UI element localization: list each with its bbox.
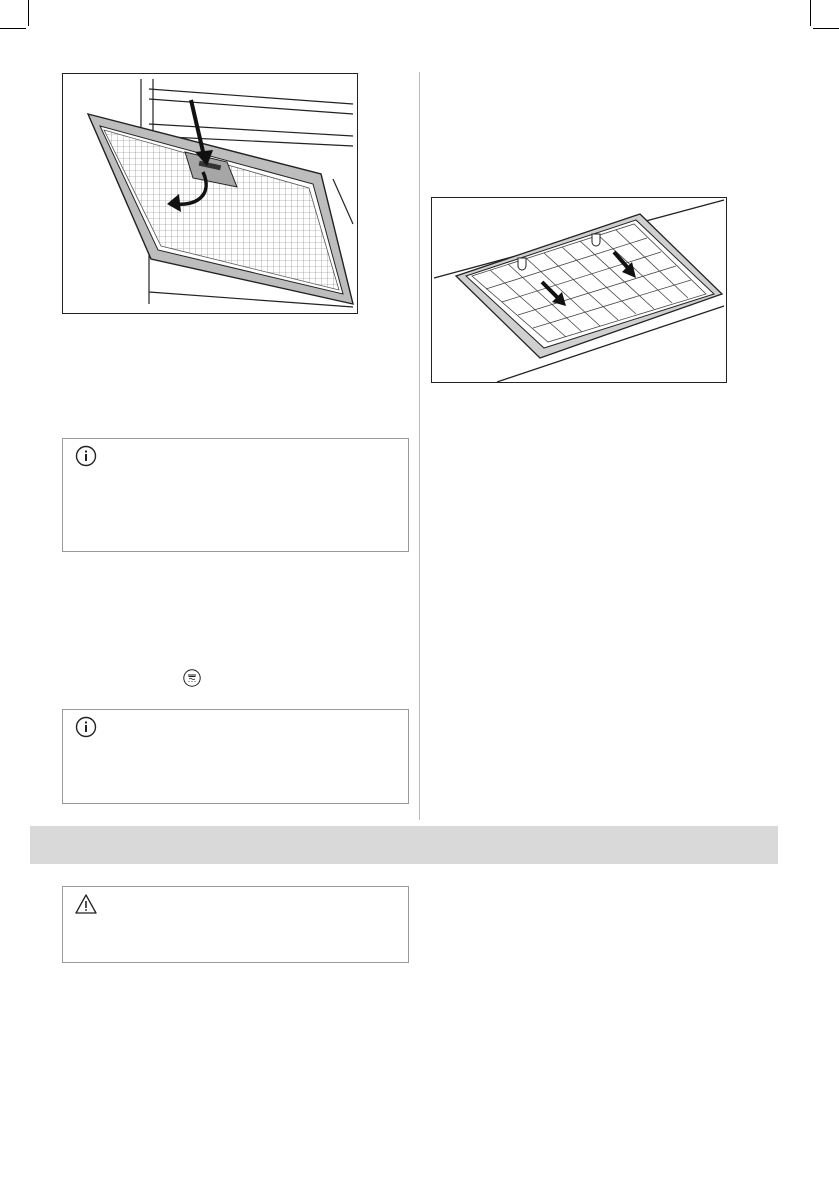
info-notice-1 [62, 438, 409, 552]
figure-filter-installation [431, 197, 727, 383]
warning-triangle-icon [75, 893, 97, 915]
section-heading-band [30, 826, 778, 864]
crop-mark-top-right [813, 28, 839, 29]
crop-mark-top-left [0, 28, 26, 29]
info-notice-2 [62, 709, 409, 804]
info-icon [75, 716, 97, 738]
warning-notice [62, 886, 409, 963]
column-divider [419, 72, 420, 820]
figure-filter-removal [62, 73, 358, 314]
crop-mark-top-right-v [810, 0, 811, 26]
crop-mark-top-left-v [28, 0, 29, 26]
filter-installation-illustration [432, 198, 726, 382]
filter-removal-illustration [63, 74, 357, 313]
info-icon [75, 445, 97, 467]
fan-filter-symbol-icon [183, 669, 201, 687]
